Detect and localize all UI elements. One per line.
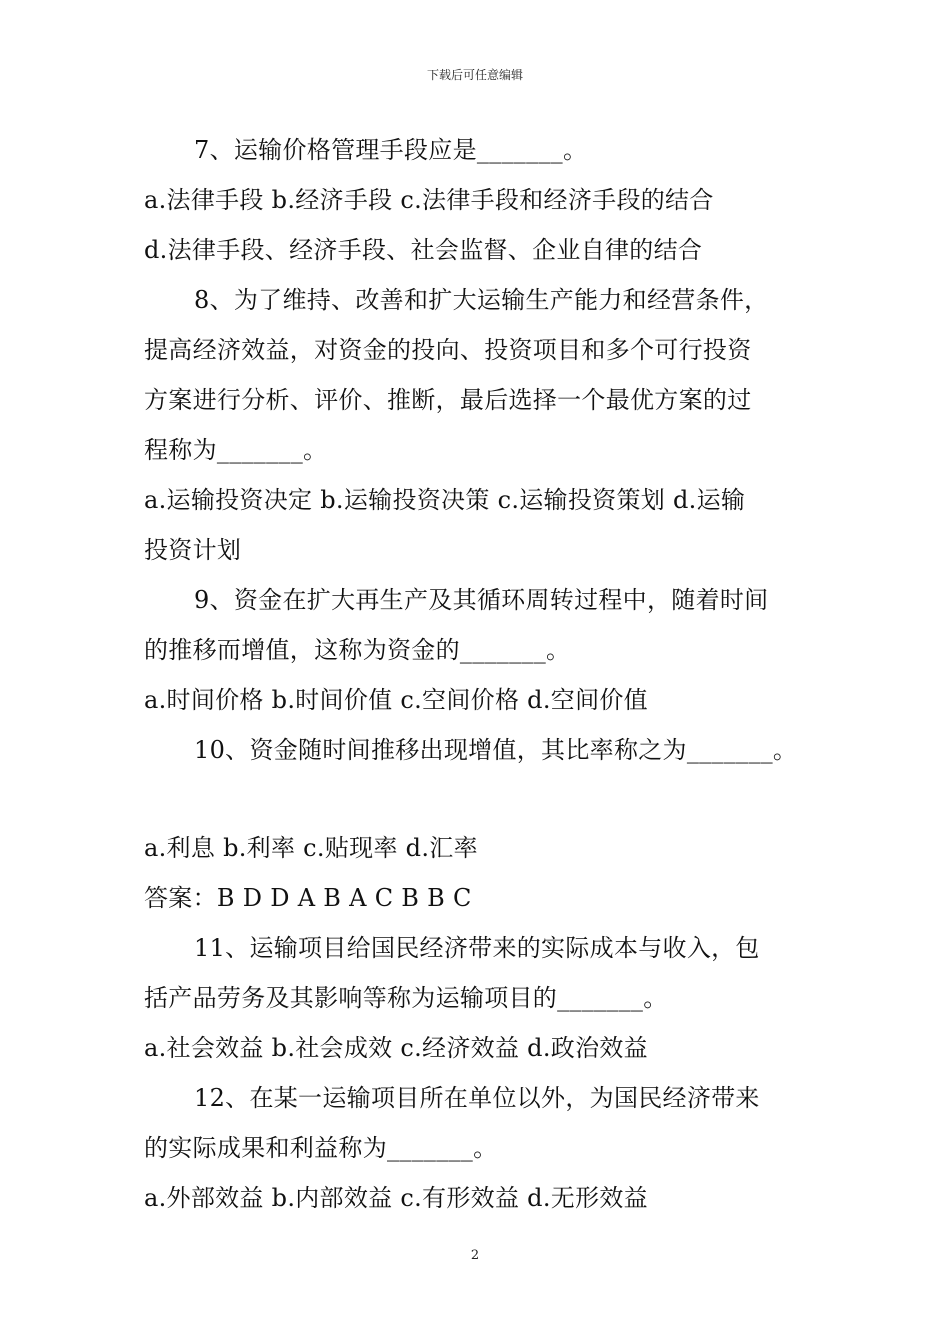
answer-key: 答案：B D D A B A C B B C (144, 884, 472, 912)
question-8-line-1: 8、为了维持、改善和扩大运输生产能力和经营条件， (194, 286, 769, 314)
question-7-option-d: d.法律手段、经济手段、社会监督、企业自律的结合 (144, 236, 703, 264)
question-10: 10、资金随时间推移出现增值，其比率称之为_______。 (194, 736, 798, 764)
question-11-line-2: 括产品劳务及其影响等称为运输项目的_______。 (144, 984, 668, 1012)
question-12-line-2: 的实际成果和利益称为_______。 (144, 1134, 498, 1162)
page-number: 2 (470, 1248, 480, 1263)
question-8-options-line-1: a.运输投资决定 b.运输投资决策 c.运输投资策划 d.运输 (144, 486, 746, 514)
question-8-line-3: 方案进行分析、评价、推断，最后选择一个最优方案的过 (144, 386, 752, 414)
question-9-line-1: 9、资金在扩大再生产及其循环周转过程中，随着时间 (194, 586, 769, 614)
question-9-line-2: 的推移而增值，这称为资金的_______。 (144, 636, 571, 664)
question-10-options: a.利息 b.利率 c.贴现率 d.汇率 (144, 834, 478, 862)
question-8-line-4: 程称为_______。 (144, 436, 328, 464)
question-11-line-1: 11、运输项目给国民经济带来的实际成本与收入，包 (194, 934, 760, 962)
question-7: 7、运输价格管理手段应是_______。 (194, 136, 588, 164)
question-11-options: a.社会效益 b.社会成效 c.经济效益 d.政治效益 (144, 1034, 648, 1062)
question-8-line-2: 提高经济效益，对资金的投向、投资项目和多个可行投资 (144, 336, 752, 364)
question-12-line-1: 12、在某一运输项目所在单位以外，为国民经济带来 (194, 1084, 760, 1112)
question-8-options-line-2: 投资计划 (144, 536, 242, 564)
page-header: 下载后可任意编辑 (426, 68, 523, 82)
question-12-options: a.外部效益 b.内部效益 c.有形效益 d.无形效益 (144, 1184, 648, 1212)
question-7-options-abc: a.法律手段 b.经济手段 c.法律手段和经济手段的结合 (144, 186, 714, 214)
question-9-options: a.时间价格 b.时间价值 c.空间价格 d.空间价值 (144, 686, 648, 714)
